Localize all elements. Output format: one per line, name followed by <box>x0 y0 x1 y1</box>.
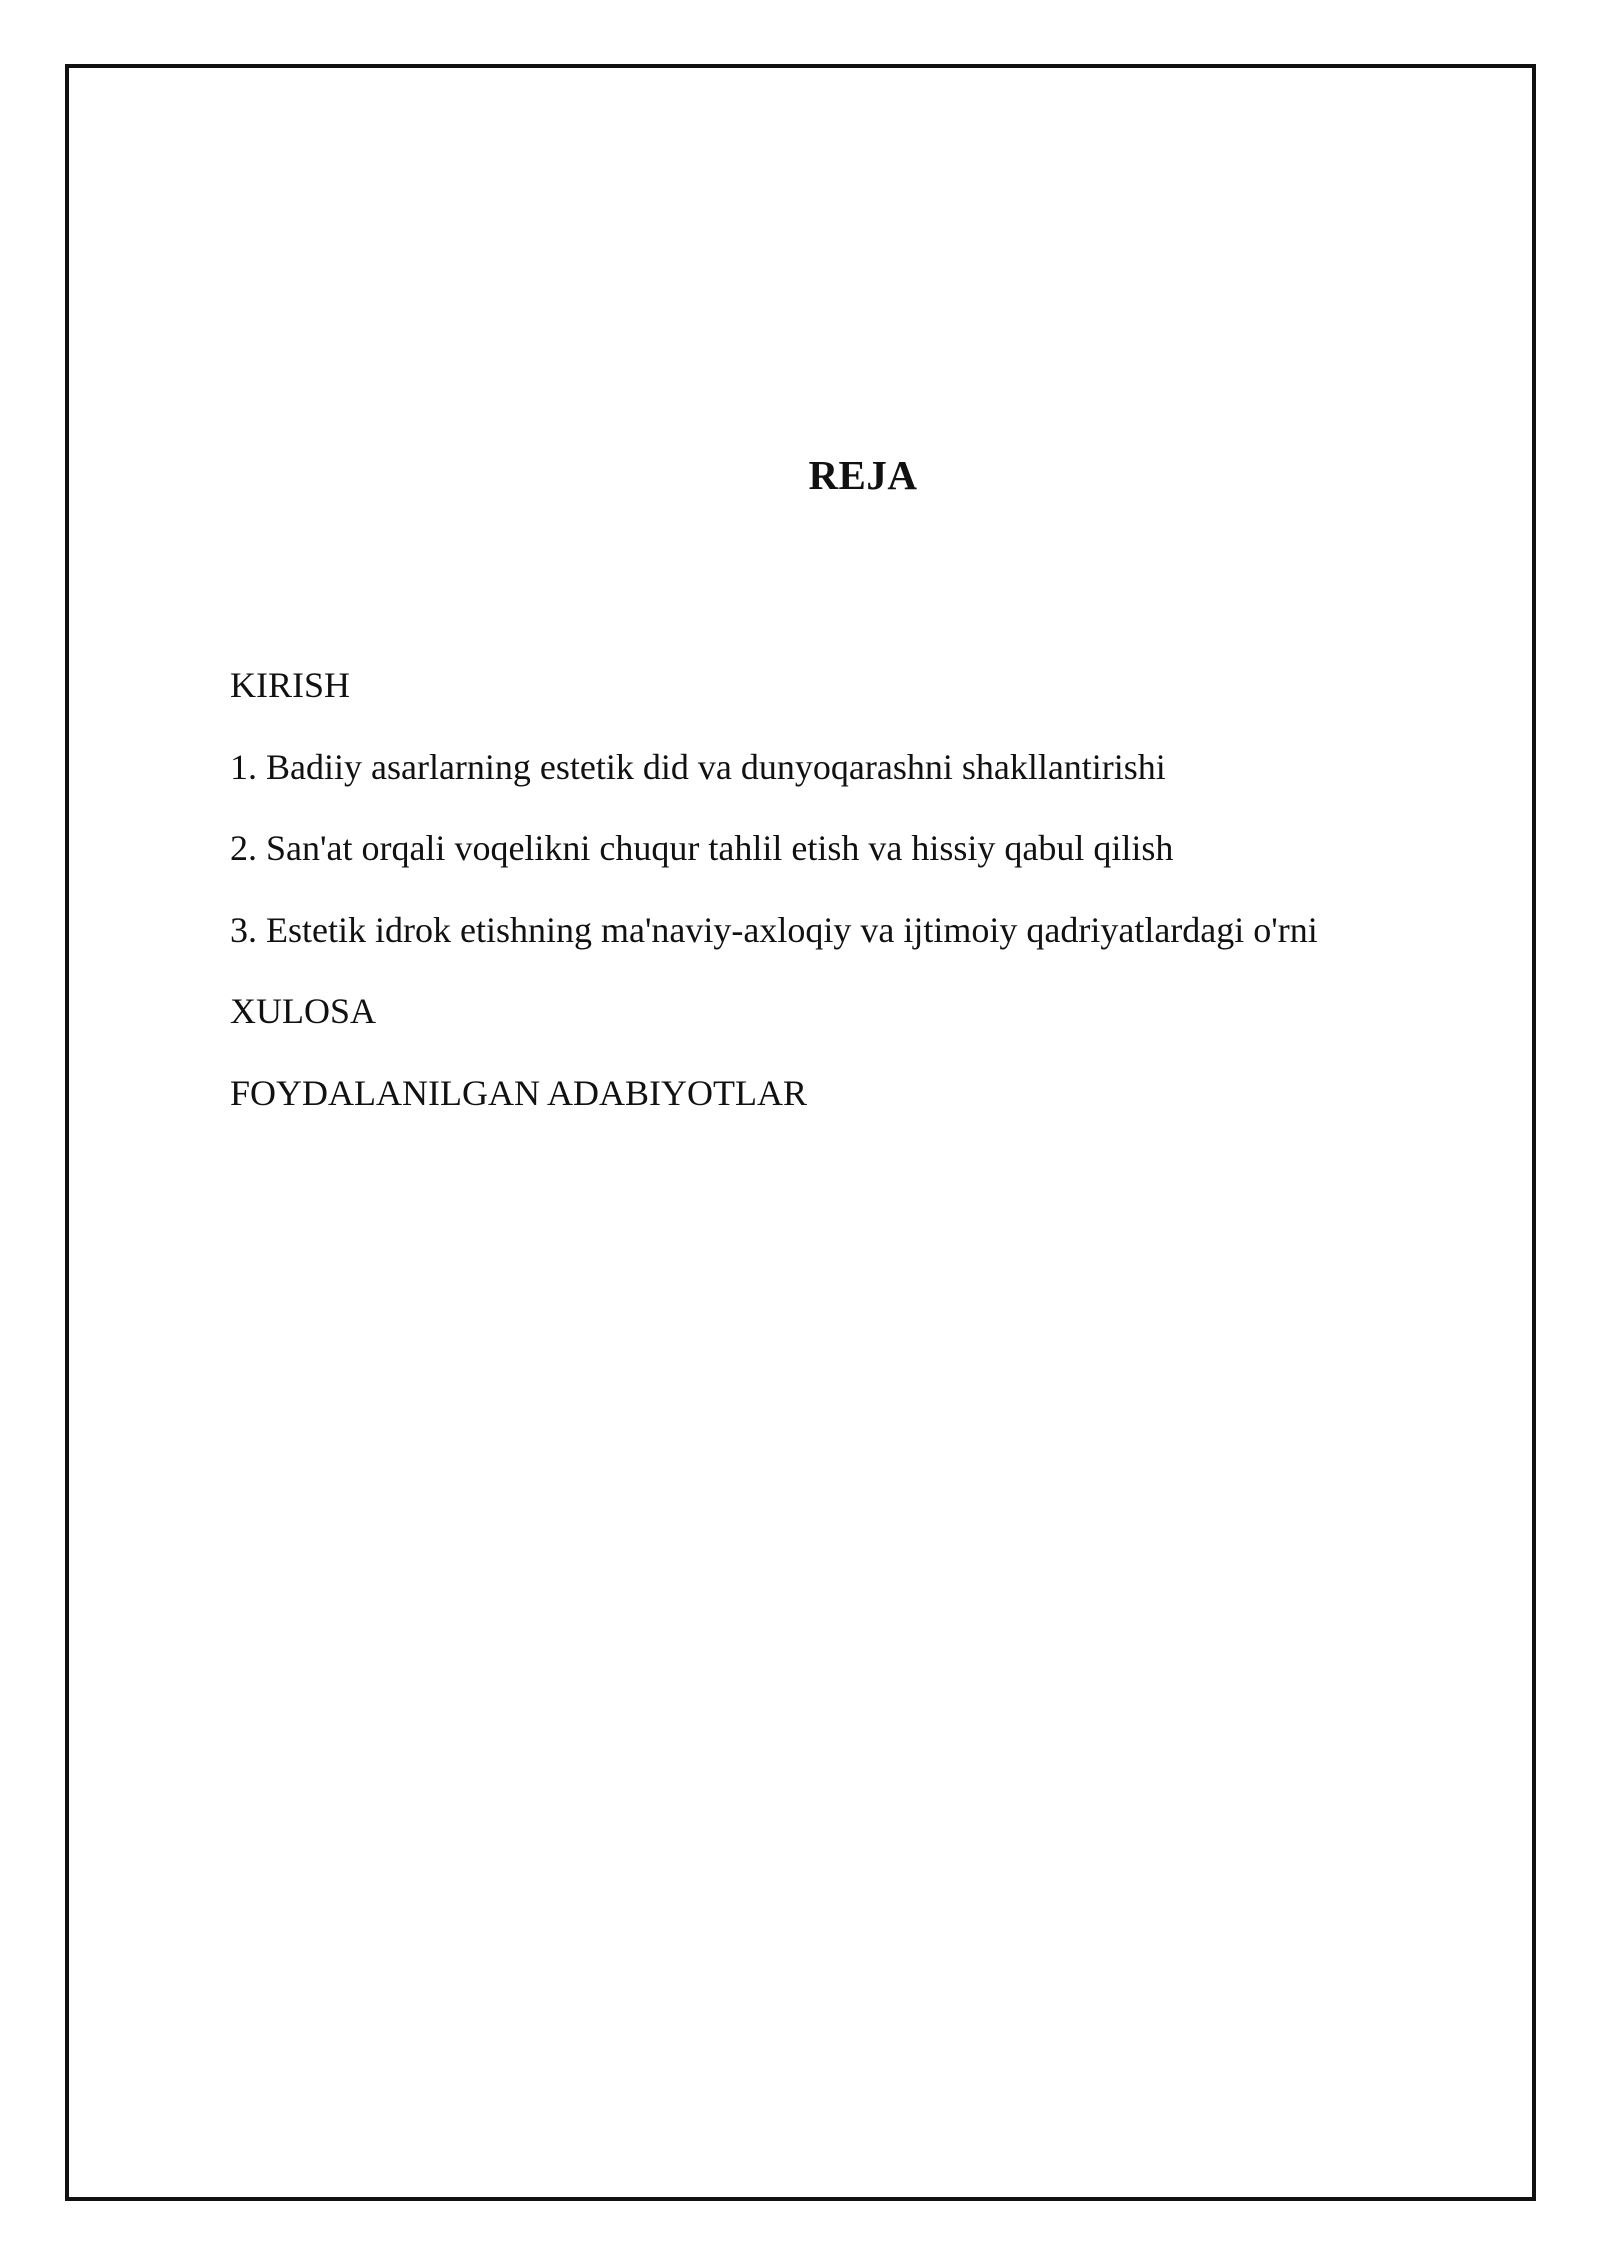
plan-item-conclusion: XULOSA <box>230 991 377 1031</box>
plan-list <box>230 645 1318 1134</box>
plan-item-references: FOYDALANILGAN ADABIYOTLAR <box>230 1072 807 1113</box>
plan-item-introduction: KIRISH <box>230 665 351 705</box>
plan-item-2: 2. San'at orqali voqelikni chuqur tahlil etish va hissiy qabul qilish <box>230 828 1174 868</box>
plan-item-1: 1. Badiiy asarlarning estetik did va dunyoqarashni shakllantirishi <box>230 746 1166 787</box>
document-title: REJA <box>808 452 918 498</box>
plan-item-3: 3. Estetik idrok etishning ma'naviy-axloqiy va ijtimoiy qadriyatlardagi o'rni <box>230 909 1318 950</box>
